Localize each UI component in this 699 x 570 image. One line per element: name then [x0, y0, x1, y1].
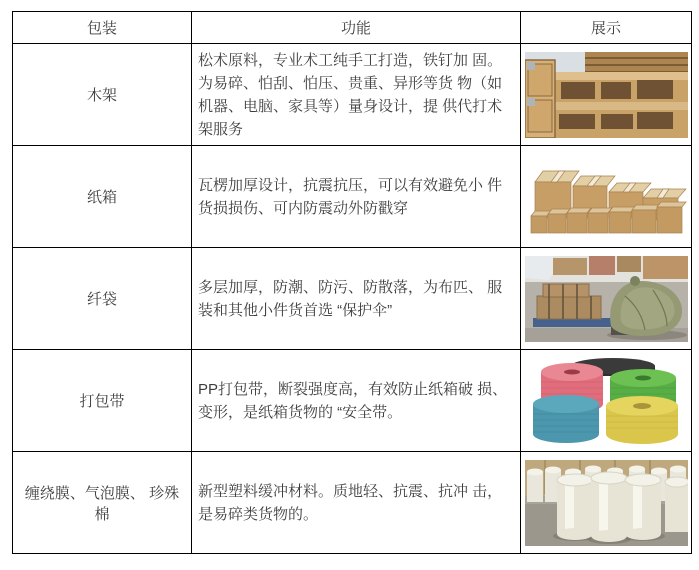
packaging-description: 新型塑料缓冲材料。质地轻、抗震、抗冲 击，是易碎类货物的。	[192, 452, 521, 554]
column-header-packaging: 包装	[13, 12, 192, 44]
table-row-strapping	[13, 350, 692, 452]
pp-strap-rolls-photo	[525, 358, 688, 444]
column-header-function: 功能	[192, 12, 521, 44]
packaging-photo-cell	[521, 44, 692, 146]
table-row-wooden-crate	[13, 44, 692, 146]
packaging-table	[12, 11, 692, 554]
packaging-description: PP打包带，断裂强度高，有效防止纸箱破 损、变形，是纸箱货物的 “安全带。	[192, 350, 521, 452]
packaging-name: 纤袋	[13, 248, 192, 350]
packaging-photo-cell	[521, 452, 692, 554]
table-row-woven-bag	[13, 248, 692, 350]
green-woven-bag-warehouse-photo	[525, 256, 688, 342]
packaging-photo-cell	[521, 350, 692, 452]
table-row-carton	[13, 146, 692, 248]
wooden-crates-photo	[525, 52, 688, 138]
packaging-photo-cell	[521, 146, 692, 248]
packaging-photo-cell	[521, 248, 692, 350]
cardboard-boxes-photo	[525, 154, 688, 240]
packaging-description: 瓦楞加厚设计，抗震抗压，可以有效避免小 件货损损伤、可内防震动外防戳穿	[192, 146, 521, 248]
packaging-description: 松术原料，专业术工纯手工打造，铁钉加 固。为易碎、怕刮、怕压、贵重、异形等货 物（如机器、电脑、家具等）量身设计，提 供代打术架服务	[192, 44, 521, 146]
packaging-name: 木架	[13, 44, 192, 146]
column-header-display: 展示	[521, 12, 692, 44]
stretch-film-rolls-photo	[525, 460, 688, 546]
header-row	[13, 12, 692, 44]
packaging-name: 缠绕膜、气泡膜、 珍殊棉	[13, 452, 192, 554]
table-row-film	[13, 452, 692, 554]
packaging-description: 多层加厚，防潮、防污、防散落，为布匹、 服装和其他小件货首选 “保护伞”	[192, 248, 521, 350]
packaging-name: 打包带	[13, 350, 192, 452]
packaging-name: 纸箱	[13, 146, 192, 248]
